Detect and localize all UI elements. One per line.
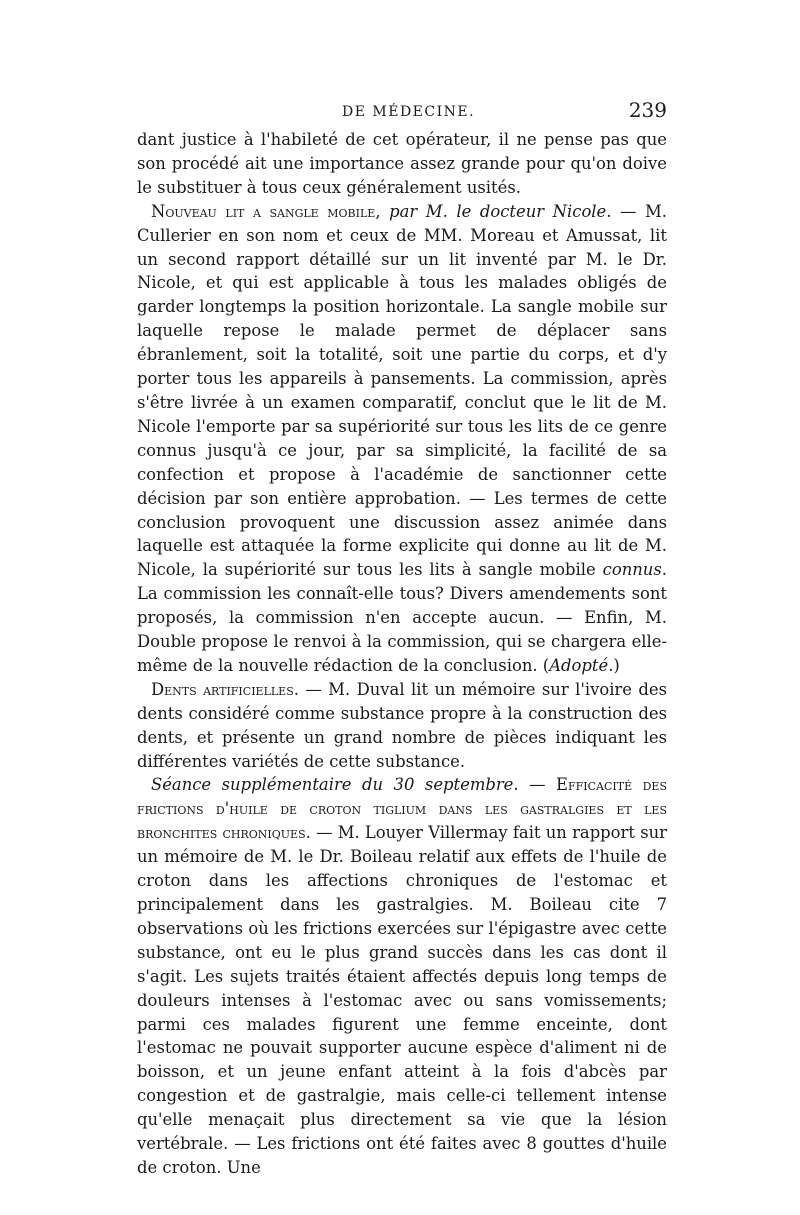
italic-text: Adopté <box>549 655 609 675</box>
section-heading: Dents artificielles <box>151 679 294 699</box>
text-run: , <box>375 201 390 221</box>
page-number: 239 <box>628 98 667 122</box>
paragraph-seance-supplementaire <box>137 773 667 1179</box>
text-run: . La commission les connaît-elle tous? Divers amendements sont proposés, la commission n'en accepte aucun. — Enfin, M. Double propose le renvoi à la commission, qui se chargera elle-même de la nouvelle rédaction de la conclusion. ( <box>137 560 667 675</box>
section-heading: Nouveau lit a sangle mobile <box>151 201 376 221</box>
section-heading: Efficacité des frictions d'huile de croton tiglium dans les gastralgies et les bronchites chroniques <box>137 775 667 843</box>
running-title: DE MÉDECINE. <box>342 104 476 120</box>
text-run: .) <box>608 655 620 675</box>
paragraph-dents-artificielles <box>137 678 667 774</box>
italic-text: connus <box>602 560 662 580</box>
italic-text: par M. le docteur Nicole <box>389 201 607 221</box>
text-run: . — M. Louyer Villermay fait un rapport sur un mémoire de M. le Dr. Boileau relatif aux effets de l'huile de croton dans les affections chroniques de l'estomac et principalement dans les gastralgies. M. Boileau cite 7 observations où les frictions exercées sur l'épigastre avec cette substance, ont eu le plus grand succès dans les cas dont il s'agit. Les sujets traités étaient affectés depuis long temps de douleurs intenses à l'estomac avec ou sans vomissements; parmi ces malades figurent une femme enceinte, dont l'estomac ne pouvait supporter aucune espèce d'aliment ni de boisson, et un jeune enfant atteint à la fois d'abcès par congestion et de gastralgie, mais celle-ci tellement intense qu'elle menaçait plus directement sa vie que la lésion vertébrale. — Les frictions ont été faites avec 8 gouttes d'huile de croton. Une <box>137 823 667 1177</box>
paragraph-continuation <box>137 128 667 200</box>
text-run: . — M. Duval lit un mémoire sur l'ivoire des dents considéré comme substance propre à la construction des dents, et présente un grand nombre de pièces indiquant les différentes variétés de cette substance. <box>137 679 667 771</box>
book-page <box>137 98 667 1180</box>
italic-text: Séance supplémentaire du 30 septembre <box>151 775 514 795</box>
page-header <box>137 98 667 128</box>
text-run: dant justice à l'habileté de cet opérateur, il ne pense pas que son procédé ait une importance assez grande pour qu'on doive le substituer à tous ceux généralement usités. <box>137 130 667 197</box>
body-text <box>137 128 667 1180</box>
text-run: . — <box>513 775 557 795</box>
paragraph-nouveau-lit <box>137 200 667 678</box>
text-run: . — M. Cullerier en son nom et ceux de MM. Moreau et Amussat, lit un second rapport détaillé sur un lit inventé par M. le Dr. Nicole, et qui est applicable à tous les malades obligés de garder longtemps la position horizontale. La sangle mobile sur laquelle repose le malade permet de déplacer sans ébranlement, soit la totalité, soit une partie du corps, et d'y porter tous les appareils à pansements. La commission, après s'être livrée à un examen comparatif, conclut que le lit de M. Nicole l'emporte par sa supériorité sur tous les lits de ce genre connus jusqu'à ce jour, par sa simplicité, la facilité de sa confection et propose à l'académie de sanctionner cette décision par son entière approbation. — Les termes de cette conclusion provoquent une discussion assez animée dans laquelle est attaquée la forme explicite qui donne au lit de M. Nicole, la supériorité sur tous les lits à sangle mobile <box>137 201 668 580</box>
